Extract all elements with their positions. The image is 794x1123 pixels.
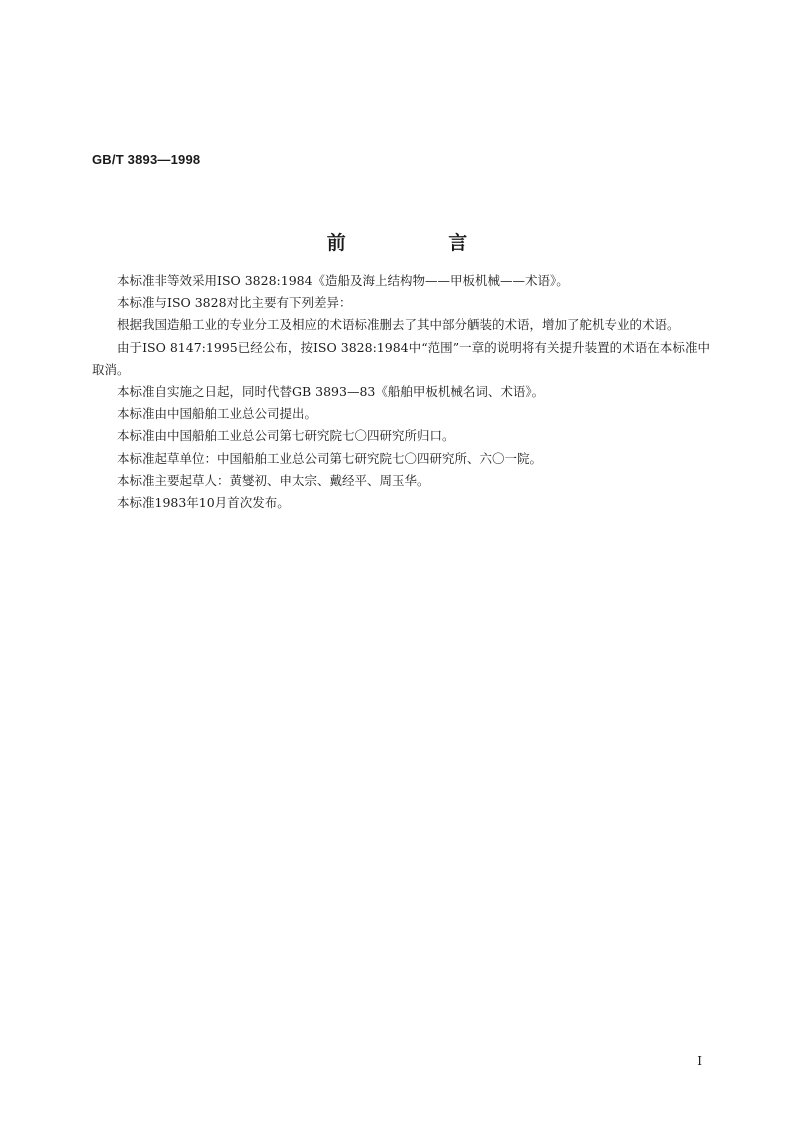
page-title: 前 言 [326,232,516,254]
paragraph-centralized-by: 本标准由中国船舶工业总公司第七研究院七〇四研究所归口。 [117,428,455,444]
standard-code: GB/T 3893—1998 [92,152,201,167]
paragraph-first-release: 本标准1983年10月首次发布。 [117,495,290,511]
paragraph-drafting-unit: 本标准起草单位：中国船舶工业总公司第七研究院七〇四研究所、六〇一院。 [117,450,543,466]
page-number: I [697,1054,702,1068]
paragraph-proposed-by: 本标准由中国船舶工业总公司提出。 [117,406,318,422]
paragraph-drafters: 本标准主要起草人：黄燮初、申太宗、戴经平、周玉华。 [117,472,430,488]
paragraph-differences-intro: 本标准与ISO 3828对比主要有下列差异： [117,295,352,311]
paragraph-replacement: 本标准自实施之日起，同时代替GB 3893—83《船舶甲板机械名词、术语》。 [117,384,545,400]
paragraph-differences-detail: 根据我国造船工业的专业分工及相应的术语标准删去了其中部分舾装的术语，增加了舵机专业的术语。 [117,317,680,333]
paragraph-iso8147: 由于ISO 8147:1995已经公布，按ISO 3828:1984中“范围”一章的说明将有关提升装置的术语在本标准中取消。 [92,339,710,377]
foreword-body [92,270,710,514]
paragraph-adoption: 本标准非等效采用ISO 3828:1984《造船及海上结构物——甲板机械——术语》。 [117,273,569,288]
